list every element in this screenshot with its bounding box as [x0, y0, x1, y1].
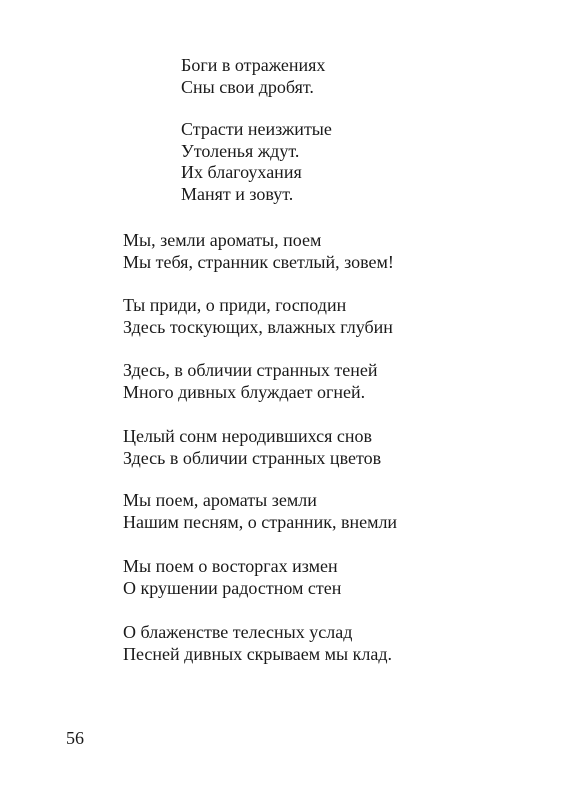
poem-line: Утоленья ждут. [181, 140, 300, 161]
stanza-2 [181, 119, 332, 205]
page-number: 56 [66, 728, 84, 748]
stanza-1 [181, 55, 325, 98]
poem-line: Здесь тоскующих, влажных глубин [123, 316, 393, 337]
poem-line: Нашим песням, о странник, внемли [123, 511, 398, 532]
stanza-5 [123, 360, 378, 403]
stanza-3 [123, 230, 394, 273]
stanza-4 [123, 295, 393, 338]
stanza-6 [123, 426, 381, 469]
poem-line: Здесь в обличии странных цветов [123, 447, 382, 468]
poem-line: Целый сонм неродившихся снов [123, 426, 372, 446]
stanza-7 [123, 490, 397, 533]
stanza-9 [123, 622, 392, 665]
poem-line: Мы, земли ароматы, поем [123, 230, 322, 250]
poem-line: Их благоухания [181, 162, 302, 182]
poem-line: Песней дивных скрываем мы клад. [123, 643, 393, 664]
poem-line: Страсти неизжитые [181, 119, 332, 139]
poem-line: Ты приди, о приди, господин [123, 295, 347, 315]
poem-line: Мы поем, ароматы земли [123, 490, 317, 510]
poem-line: Боги в отражениях [181, 55, 326, 75]
poem-line: Сны свои дробят. [181, 76, 314, 97]
poem-line: Много дивных блуждает огней. [123, 381, 366, 402]
poem-line: Мы тебя, странник светлый, зовем! [123, 251, 394, 272]
poem-line: Мы поем о восторгах измен [123, 556, 338, 576]
poem-line: О крушении радостном стен [123, 577, 342, 598]
poem-line: О блаженстве телесных услад [123, 622, 353, 642]
stanza-8 [123, 556, 341, 599]
poem-line: Здесь, в обличии странных теней [123, 360, 378, 380]
poem-line: Манят и зовут. [181, 183, 294, 204]
